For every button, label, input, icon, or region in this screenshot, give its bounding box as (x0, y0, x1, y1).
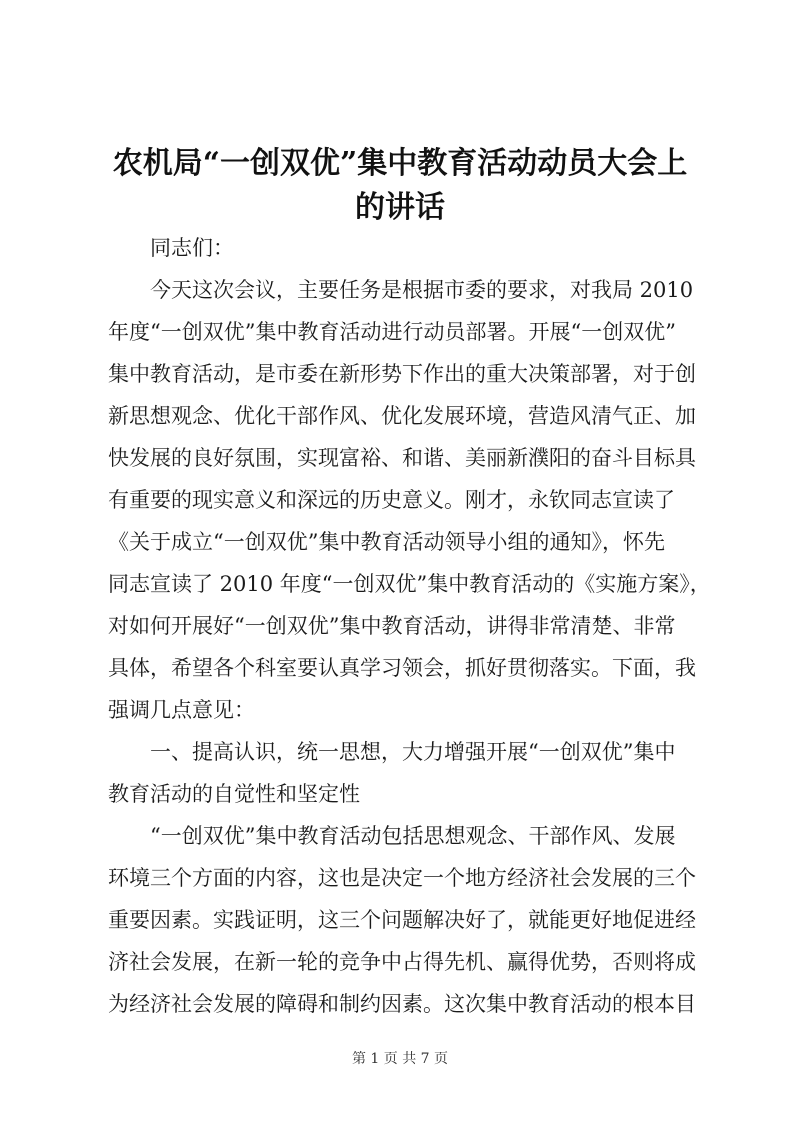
page-number-footer: 第 1 页 共 7 页 (351, 1051, 449, 1067)
paragraph-line: 年度“一创双优”集中教育活动进行动员部署。开展“一创双优” (108, 320, 676, 344)
section-heading-line: 教育活动的自觉性和坚定性 (108, 782, 360, 806)
paragraph-line: 强调几点意见： (108, 698, 255, 722)
paragraph-line: 同志们： (150, 236, 234, 260)
paragraph-line: 环境三个方面的内容，这也是决定一个地方经济社会发展的三个 (108, 866, 696, 890)
paragraph-line: 为经济社会发展的障碍和制约因素。这次集中教育活动的根本目 (108, 992, 696, 1016)
paragraph-line: 具体，希望各个科室要认真学习领会，抓好贯彻落实。下面，我 (108, 656, 696, 680)
paragraph-line: 《关于成立“一创双优”集中教育活动领导小组的通知》，怀先 (108, 530, 665, 554)
paragraph-line: 同志宣读了 2010 年度“一创双优”集中教育活动的《实施方案》， (108, 572, 711, 596)
paragraph-line: “一创双优”集中教育活动包括思想观念、干部作风、发展 (150, 824, 676, 848)
paragraph-line: 济社会发展，在新一轮的竞争中占得先机、赢得优势，否则将成 (108, 950, 696, 974)
paragraph-line: 集中教育活动，是市委在新形势下作出的重大决策部署，对于创 (108, 362, 696, 386)
paragraph-line: 有重要的现实意义和深远的历史意义。刚才，永钦同志宣读了 (108, 488, 675, 512)
section-heading-line: 一、提高认识，统一思想，大力增强开展“一创双优”集中 (150, 740, 676, 764)
paragraph-line: 对如何开展好“一创双优”集中教育活动，讲得非常清楚、非常 (108, 614, 676, 638)
paragraph-line: 新思想观念、优化干部作风、优化发展环境，营造风清气正、加 (108, 404, 696, 428)
paragraph-line: 快发展的良好氛围，实现富裕、和谐、美丽新濮阳的奋斗目标具 (108, 446, 696, 470)
paragraph-line: 今天这次会议，主要任务是根据市委的要求，对我局 2010 (150, 278, 694, 302)
paragraph-line: 重要因素。实践证明，这三个问题解决好了，就能更好地促进经 (108, 908, 696, 932)
document-title-line-2: 的讲话 (355, 190, 445, 225)
document-title-line-1: 农机局“一创双优”集中教育活动动员大会上 (112, 146, 688, 181)
